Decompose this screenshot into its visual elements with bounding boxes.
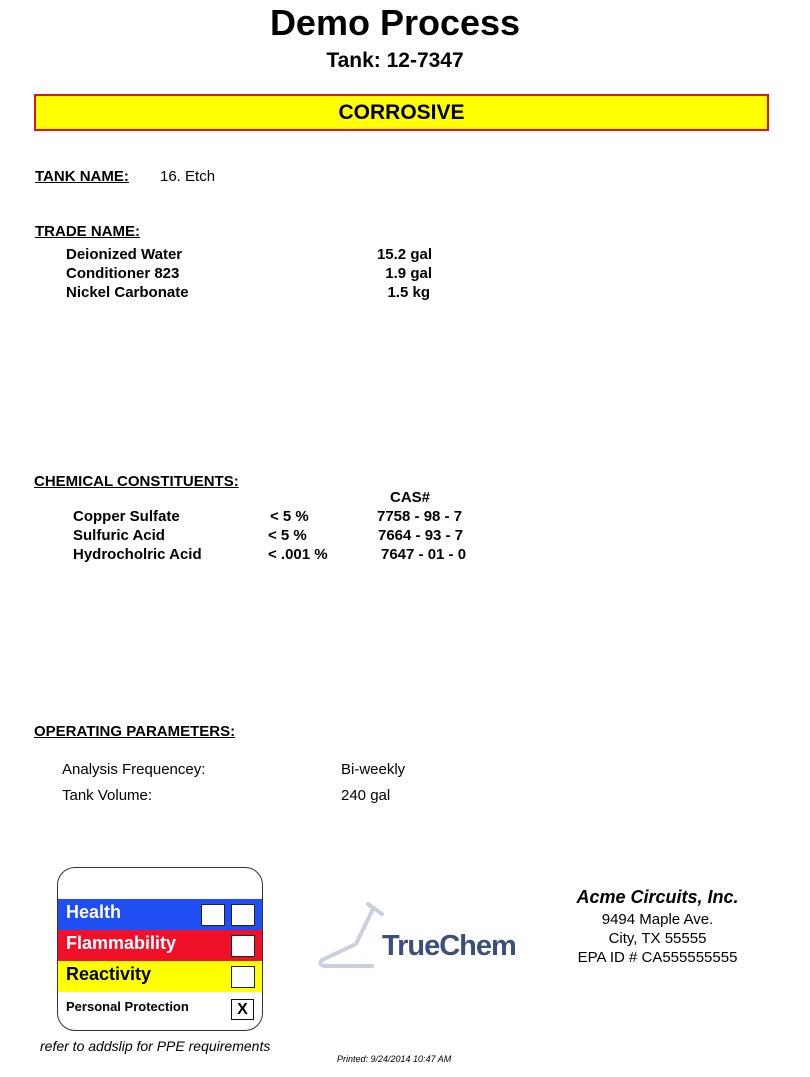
hazard-banner: CORROSIVE <box>34 94 769 131</box>
tank-number: Tank: 12-7347 <box>326 49 464 72</box>
operating-parameters-label: OPERATING PARAMETERS: <box>34 723 236 740</box>
trade-item-amount: 1.5 kg <box>387 284 430 301</box>
reactivity-rating-box <box>231 966 255 988</box>
page-title: Demo Process <box>269 2 521 43</box>
flammability-band <box>58 930 262 961</box>
personal-protection-label: Personal Protection <box>66 999 189 1014</box>
printed-timestamp: Printed: 9/24/2014 10:47 AM <box>337 1054 452 1064</box>
health-band <box>58 899 262 930</box>
company-epa-id: EPA ID # CA555555555 <box>577 949 738 966</box>
ppe-note: refer to addslip for PPE requirements <box>40 1038 271 1054</box>
trade-item-amount: 1.9 gal <box>385 265 432 282</box>
truechem-logo <box>316 900 516 972</box>
reactivity-label: Reactivity <box>66 964 152 984</box>
health-rating-box <box>201 904 225 926</box>
constituent-cas: 7647 - 01 - 0 <box>381 546 467 563</box>
flammability-rating-box <box>231 935 255 957</box>
personal-protection-box: X <box>231 999 254 1020</box>
flammability-label: Flammability <box>66 933 177 953</box>
tank-name-value: 16. Etch <box>160 168 216 185</box>
chemical-constituents-label: CHEMICAL CONSTITUENTS: <box>34 473 239 490</box>
constituent-cas: 7664 - 93 - 7 <box>378 527 464 544</box>
logo-text: TrueChem <box>382 930 516 962</box>
trade-item-amount: 15.2 gal <box>376 246 432 263</box>
constituent-percent: < 5 % <box>268 527 307 544</box>
hazard-rating-label <box>57 867 263 1031</box>
trade-name-label: TRADE NAME: <box>35 223 140 240</box>
reactivity-band <box>58 961 262 992</box>
tank-name-label: TANK NAME: <box>35 168 129 185</box>
constituent-cas: 7758 - 98 - 7 <box>377 508 463 525</box>
health-label: Health <box>66 902 122 922</box>
constituent-percent: < .001 % <box>268 546 328 563</box>
parameter-label: Tank Volume: <box>62 787 153 804</box>
company-name: Acme Circuits, Inc. <box>576 887 739 907</box>
constituent-name: Hydrocholric Acid <box>73 546 202 563</box>
constituent-percent: < 5 % <box>270 508 309 525</box>
parameter-label: Analysis Frequencey: <box>62 761 206 778</box>
company-city: City, TX 55555 <box>608 930 707 947</box>
health-rating-box <box>231 904 255 926</box>
constituent-name: Sulfuric Acid <box>73 527 165 544</box>
company-address: 9494 Maple Ave. <box>601 911 714 928</box>
trade-item-name: Nickel Carbonate <box>66 284 189 301</box>
trade-item-name: Conditioner 823 <box>66 265 180 282</box>
constituent-name: Copper Sulfate <box>73 508 180 525</box>
parameter-value: 240 gal <box>341 787 391 804</box>
parameter-value: Bi-weekly <box>341 761 406 778</box>
trade-item-name: Deionized Water <box>66 246 183 263</box>
cas-header: CAS# <box>390 489 431 506</box>
